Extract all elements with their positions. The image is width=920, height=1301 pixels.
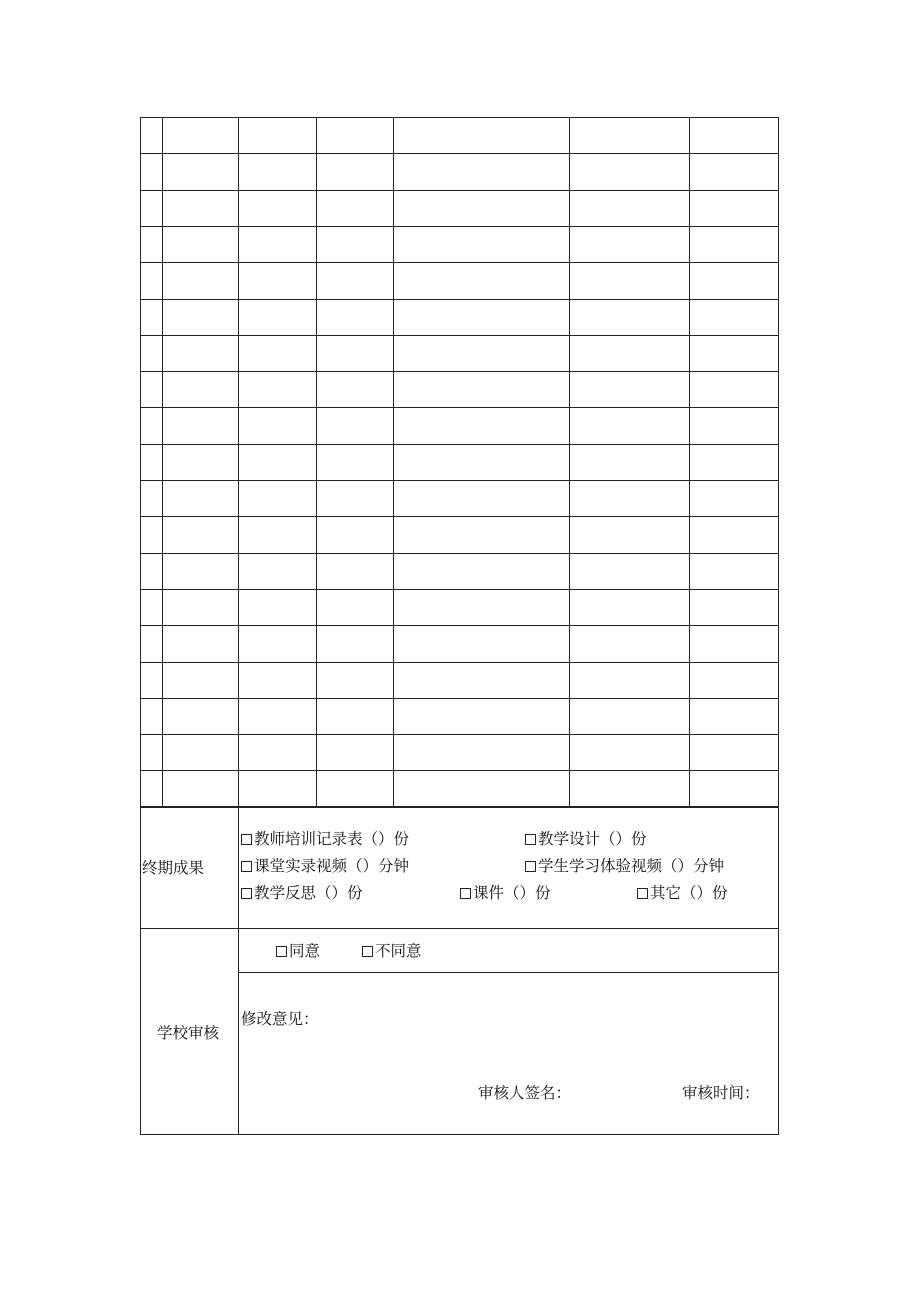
checkbox-icon[interactable] (362, 946, 373, 957)
table-column-line (238, 117, 239, 807)
table-column-line (569, 117, 570, 807)
final-results-divider (238, 806, 239, 929)
checkbox-icon[interactable] (637, 888, 648, 899)
comments-label: 修改意见： (241, 1010, 319, 1028)
review-time-label: 审核时间： (682, 1084, 760, 1102)
table-row-line (140, 734, 779, 735)
table-row-line (140, 226, 779, 227)
table-row-line (140, 553, 779, 554)
checkbox-item-class-video[interactable]: 课堂实录视频（）分钟 (241, 856, 409, 876)
table-row-line (140, 153, 779, 154)
table-row-line (140, 516, 779, 517)
checkbox-icon[interactable] (460, 888, 471, 899)
checkbox-item-other[interactable]: 其它（）份 (637, 883, 728, 903)
table-row-line (140, 480, 779, 481)
school-review-row-divider (238, 972, 779, 973)
checkbox-item-courseware[interactable]: 课件（）份 (460, 883, 551, 903)
table-row-line (140, 698, 779, 699)
checkbox-icon[interactable] (276, 946, 287, 957)
final-results-label: 终期成果 (142, 859, 205, 877)
checkbox-icon[interactable] (241, 861, 252, 872)
checkbox-item-teacher-training[interactable]: 教师培训记录表（）份 (241, 829, 409, 849)
blank-record-table (140, 117, 779, 807)
table-row-line (140, 770, 779, 771)
table-column-line (140, 117, 141, 807)
table-row-line (140, 662, 779, 663)
table-row-line (140, 407, 779, 408)
table-column-line (689, 117, 690, 807)
table-row-line (140, 589, 779, 590)
checkbox-item-reflection[interactable]: 教学反思（）份 (241, 883, 363, 903)
checkbox-item-lesson-design[interactable]: 教学设计（）份 (525, 829, 647, 849)
table-column-line (316, 117, 317, 807)
table-row-line (140, 299, 779, 300)
table-row-line (140, 625, 779, 626)
table-column-line (162, 117, 163, 807)
signature-label: 审核人签名： (478, 1084, 572, 1102)
table-row-line (140, 371, 779, 372)
table-column-line (778, 117, 779, 807)
table-row-line (140, 117, 779, 118)
application-form (140, 117, 779, 1135)
school-review-divider (238, 928, 239, 1135)
checkbox-icon[interactable] (241, 834, 252, 845)
school-review-label: 学校审核 (157, 1024, 220, 1042)
school-review-section (140, 928, 779, 1135)
checkbox-icon[interactable] (241, 888, 252, 899)
table-row-line (140, 444, 779, 445)
table-row-line (140, 335, 779, 336)
checkbox-icon[interactable] (525, 834, 536, 845)
checkbox-item-student-video[interactable]: 学生学习体验视频（）分钟 (525, 856, 724, 876)
table-column-line (393, 117, 394, 807)
agree-option[interactable]: 同意 (276, 941, 320, 961)
disagree-option[interactable]: 不同意 (362, 941, 422, 961)
checkbox-icon[interactable] (525, 861, 536, 872)
table-row-line (140, 190, 779, 191)
table-row-line (140, 262, 779, 263)
